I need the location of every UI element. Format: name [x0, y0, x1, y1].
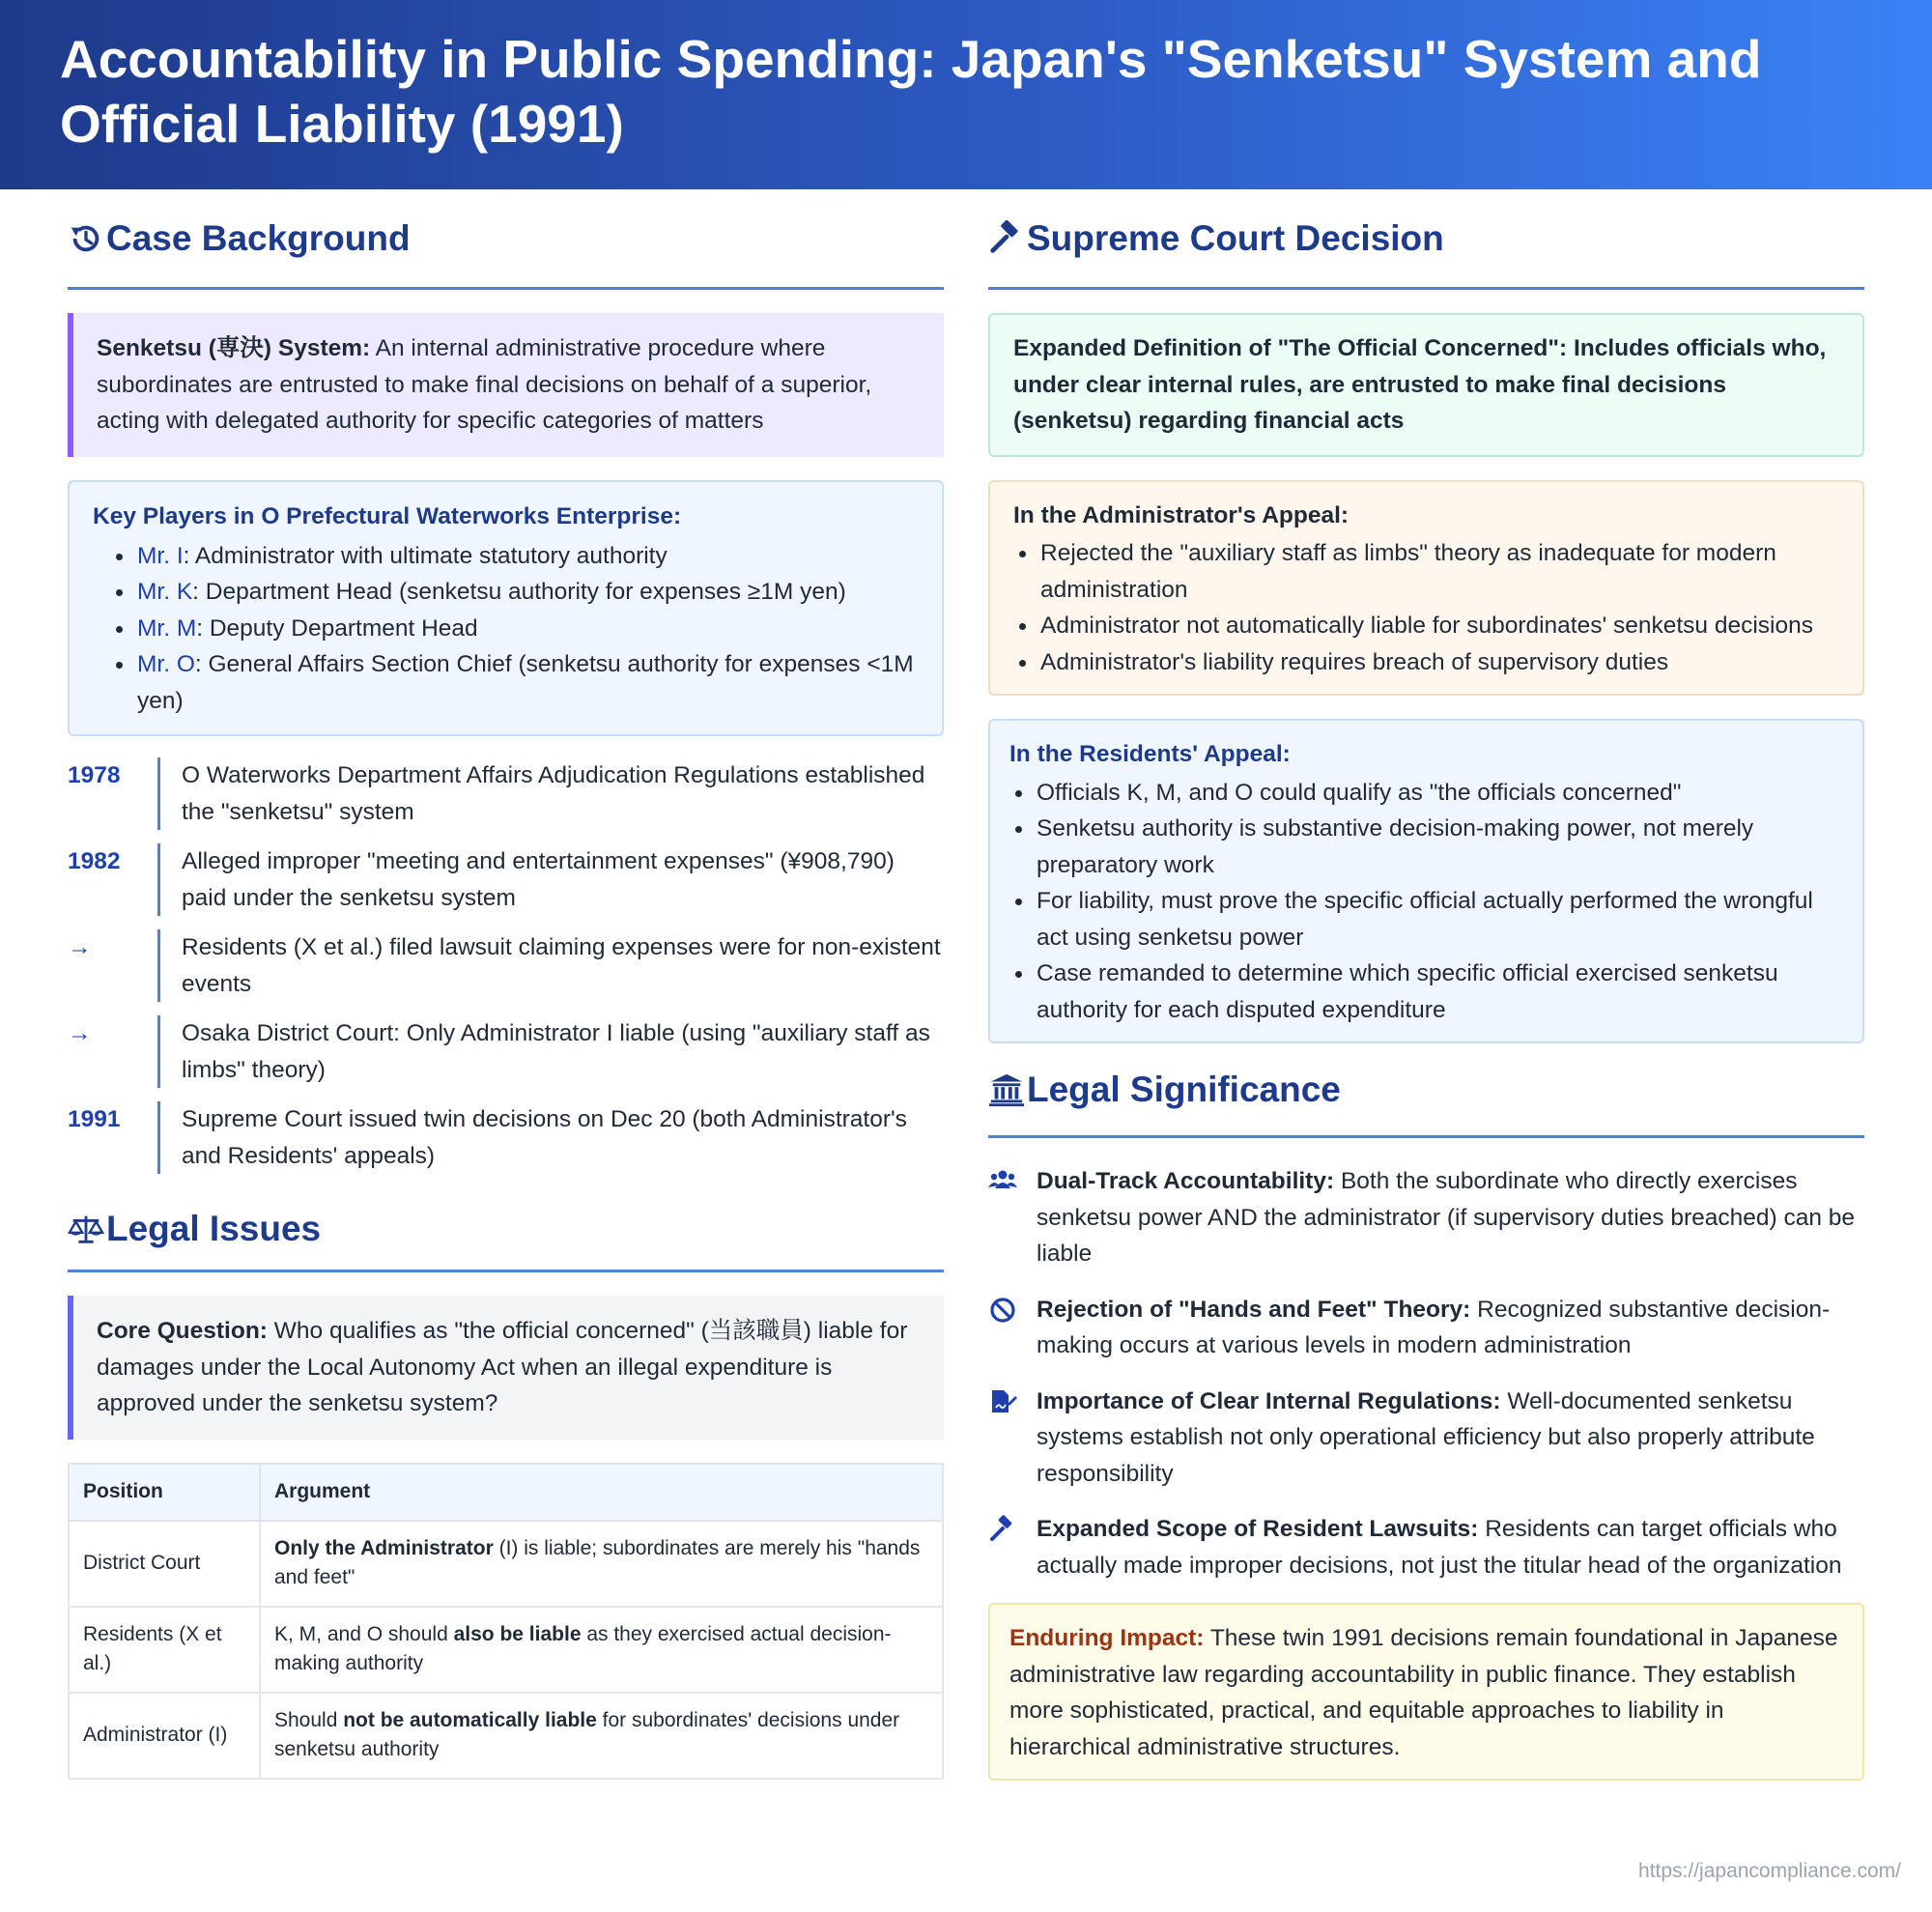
significance-list: [988, 1163, 1864, 1584]
list-item: Senketsu authority is substantive decision-making power, not merely preparatory work: [1015, 811, 1843, 883]
list-item: [116, 574, 919, 611]
timeline-date: 1978: [68, 762, 121, 788]
argument-post: (I) is liable; subordinates are merely his "hands and feet": [274, 1536, 921, 1588]
argument-bold: also be liable: [453, 1622, 582, 1645]
right-column: [988, 189, 1864, 1781]
column-header-argument: Argument: [260, 1464, 943, 1521]
administrator-appeal-title: In the Administrator's Appeal:: [1013, 501, 1350, 528]
position-cell: Residents (X et al.): [69, 1607, 260, 1693]
player-name: Mr. K: [137, 579, 193, 605]
section-title: Supreme Court Decision: [1027, 217, 1444, 258]
senketsu-definition: [68, 313, 944, 457]
column-header-position: Position: [69, 1464, 260, 1521]
definition-text: An internal administrative procedure where subordinates are entrusted to make final decisions on behalf of a superior, acting with delegated authority for specific categories of matters: [97, 335, 872, 434]
scale-balance-icon: [68, 1211, 104, 1247]
position-cell: District Court: [69, 1521, 260, 1607]
significance-desc: Recognized substantive decision-making occurs at various levels in modern administration: [1037, 1296, 1831, 1358]
position-cell: Administrator (I): [69, 1693, 260, 1779]
timeline-item: [68, 757, 944, 830]
administrator-appeal-list: [1013, 535, 1839, 680]
list-item: Administrator not automatically liable for subordinates' senketsu decisions: [1019, 608, 1839, 644]
significance-term: Importance of Clear Internal Regulations:: [1037, 1387, 1501, 1414]
significance-text: [1037, 1384, 1864, 1493]
significance-term: Rejection of "Hands and Feet" Theory:: [1037, 1296, 1471, 1323]
table-row: [69, 1607, 943, 1693]
argument-cell: [260, 1693, 943, 1779]
timeline-text: Supreme Court issued twin decisions on Dec 20 (both Administrator's and Residents' appeals): [157, 1101, 944, 1174]
list-item: [116, 646, 919, 719]
argument-post: as they exercised actual decision-making authority: [274, 1622, 892, 1674]
argument-pre: Should: [274, 1708, 344, 1731]
section-case-background: [68, 189, 944, 290]
list-item: [988, 1292, 1864, 1364]
timeline-text: Osaka District Court: Only Administrator I liable (using "auxiliary staff as limbs" theory): [157, 1015, 944, 1088]
list-item: [116, 611, 919, 647]
player-desc: : Deputy Department Head: [196, 614, 478, 642]
section-title: Legal Significance: [1027, 1069, 1341, 1109]
significance-text: [1037, 1292, 1864, 1364]
gavel-icon: [988, 1515, 1017, 1544]
significance-text: [1037, 1163, 1864, 1272]
list-item: [988, 1163, 1864, 1272]
ban-icon: [988, 1296, 1017, 1325]
core-question-text: Who qualifies as "the official concerned" (当該職員) liable for damages under the Local Autonomy Act when an illegal expenditure is approved under the senketsu system?: [97, 1318, 908, 1416]
argument-post: for subordinates' decisions under senketsu authority: [274, 1708, 900, 1760]
player-desc: : Administrator with ultimate statutory authority: [183, 542, 668, 569]
argument-cell: [260, 1521, 943, 1607]
impact-text: These twin 1991 decisions remain foundational in Japanese administrative law regarding accountability in public finance. They establish more sophisticated, practical, and equitable approaches to liability in hierarchical administrative structures.: [1009, 1625, 1838, 1760]
timeline: [68, 757, 944, 1174]
player-name: Mr. O: [137, 651, 195, 677]
significance-term: Dual-Track Accountability:: [1037, 1168, 1335, 1194]
enduring-impact-box: [988, 1603, 1864, 1781]
timeline-item: [68, 1101, 944, 1174]
users-icon: [988, 1167, 1017, 1196]
section-legal-significance: [988, 1043, 1864, 1138]
list-item: [988, 1384, 1864, 1493]
source-url: https://japancompliance.com/: [1638, 1860, 1901, 1882]
timeline-date: 1991: [68, 1106, 121, 1132]
list-item: Administrator's liability requires breach of supervisory duties: [1019, 644, 1839, 681]
player-name: Mr. M: [137, 614, 197, 642]
table-row: [69, 1693, 943, 1779]
left-column: [68, 189, 944, 1780]
player-desc: : General Affairs Section Chief (senketsu authority for expenses <1M yen): [137, 651, 914, 714]
significance-desc: Residents can target officials who actually made improper decisions, not just the titular head of the organization: [1037, 1516, 1842, 1579]
timeline-text: O Waterworks Department Affairs Adjudication Regulations established the "senketsu" system: [157, 757, 944, 830]
history-icon: [68, 220, 104, 257]
significance-term: Expanded Scope of Resident Lawsuits:: [1037, 1516, 1479, 1542]
residents-appeal-box: [988, 719, 1864, 1043]
timeline-date: 1982: [68, 848, 121, 874]
list-item: [116, 538, 919, 575]
timeline-text: Residents (X et al.) filed lawsuit claiming expenses were for non-existent events: [157, 929, 944, 1002]
player-desc: : Department Head (senketsu authority for expenses ≥1M yen): [192, 579, 846, 605]
gavel-icon: [988, 220, 1025, 257]
file-signature-icon: [988, 1387, 1017, 1416]
significance-text: [1037, 1511, 1864, 1584]
table-header-row: [69, 1464, 943, 1521]
timeline-arrow: →: [68, 934, 92, 960]
impact-term: Enduring Impact:: [1009, 1625, 1205, 1651]
key-players-list: [93, 538, 919, 720]
core-question: [68, 1296, 944, 1440]
arguments-table: [68, 1463, 944, 1780]
argument-cell: [260, 1607, 943, 1693]
argument-bold: not be automatically liable: [343, 1708, 597, 1731]
timeline-item: [68, 843, 944, 916]
section-legal-issues: [68, 1187, 944, 1272]
key-players-box: [68, 480, 944, 737]
list-item: Case remanded to determine which specific official exercised senketsu authority for each disputed expenditure: [1015, 956, 1843, 1028]
page-title: Accountability in Public Spending: Japan's "Senketsu" System and Official Liability (1991): [60, 29, 1762, 154]
section-title: Case Background: [106, 217, 411, 258]
core-question-term: Core Question:: [97, 1318, 268, 1344]
player-name: Mr. I: [137, 542, 184, 569]
residents-appeal-title: In the Residents' Appeal:: [1009, 741, 1291, 767]
landmark-icon: [988, 1071, 1025, 1108]
timeline-arrow: →: [68, 1020, 92, 1046]
key-players-title: Key Players in O Prefectural Waterworks Enterprise:: [93, 502, 682, 529]
list-item: Officials K, M, and O could qualify as "the officials concerned": [1015, 775, 1843, 812]
significance-desc: Both the subordinate who directly exercises senketsu power AND the administrator (if supervisory duties breached) can be liable: [1037, 1168, 1856, 1267]
timeline-item: [68, 1015, 944, 1088]
administrator-appeal-box: [988, 480, 1864, 697]
section-supreme-court-decision: [988, 189, 1864, 290]
timeline-item: [68, 929, 944, 1002]
expanded-definition-box: Expanded Definition of "The Official Concerned": Includes officials who, under clear internal rules, are entrusted to make final decisions (senketsu) regarding financial acts: [988, 313, 1864, 457]
table-row: [69, 1521, 943, 1607]
definition-term: Senketsu (専決) System:: [97, 335, 371, 361]
list-item: Rejected the "auxiliary staff as limbs" theory as inadequate for modern administration: [1019, 535, 1839, 608]
significance-desc: Well-documented senketsu systems establish not only operational efficiency but also properly attribute responsibility: [1037, 1387, 1815, 1487]
timeline-text: Alleged improper "meeting and entertainment expenses" (¥908,790) paid under the senketsu system: [157, 843, 944, 916]
residents-appeal-list: [1009, 775, 1843, 1029]
argument-bold: Only the Administrator: [274, 1536, 494, 1559]
list-item: For liability, must prove the specific official actually performed the wrongful act using senketsu power: [1015, 883, 1843, 956]
list-item: [988, 1511, 1864, 1584]
argument-pre: K, M, and O should: [274, 1622, 454, 1645]
section-title: Legal Issues: [106, 1208, 322, 1248]
page-header: [0, 0, 1932, 189]
